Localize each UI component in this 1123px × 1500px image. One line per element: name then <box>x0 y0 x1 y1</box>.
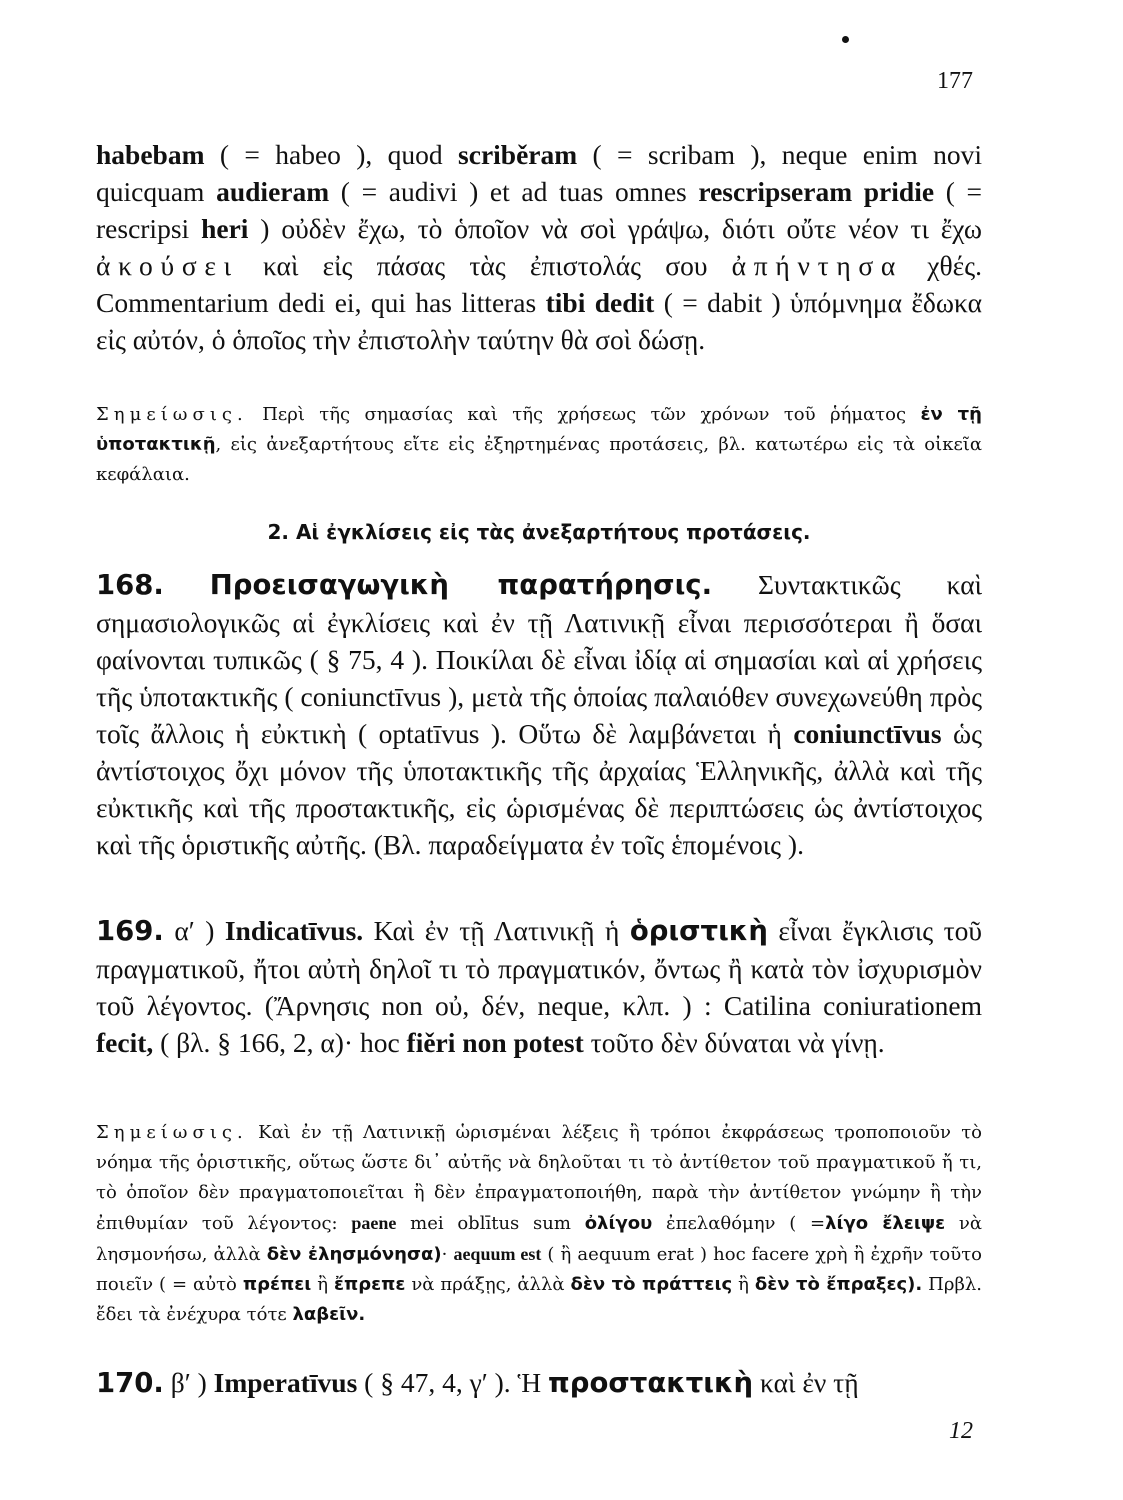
note-1: Σημείωσις. Περὶ τῆς σημασίας καὶ τῆς χρήσεως τῶν χρόνων τοῦ ῥήματος ἐν τῇ ὑποτακτικῇ, εἰς ἀνεξαρτήτους εἴτε εἰς ἐξηρτημένας προτάσεις, βλ. κατωτέρω εἰς τὰ οἰκεῖα κεφάλαια. <box>96 404 982 485</box>
section-169: 169. α′ ) Indicatīvus. Καὶ ἐν τῇ Λατινικῇ ἡ ὁριστικὴ εἶναι ἔγκλισις τοῦ πραγματικοῦ, ἤτοι αὐτὴ δηλοῖ τι τὸ πραγματικόν, ὄντως ἢ κατὰ τὸν ἰσχυρισμὸν τοῦ λέγοντος. (Ἄρνησις non οὐ, δέν, neque, κλπ. ) : Catilina coniurationem fecit, ( βλ. § 166, 2, α)· hoc fiěri non potest τοῦτο δὲν δύναται νὰ γίνῃ. <box>96 915 982 1058</box>
intro-paragraph: habebam ( = habeo ), quod scriběram ( = scribam ), neque enim novi quicquam audieram ( = audivi ) et ad tuas omnes rescripseram pridie ( = rescripsi heri ) οὐδὲν ἔχω, τὸ ὁποῖον νὰ σοὶ γράψω, διότι οὔτε νέον τι ἔχω ἀκούσει καὶ εἰς πάσας τὰς ἐπιστολάς σου ἀπήντησα χθές. Commentarium dedi ei, qui has litteras tibi dedit ( = dabit ) ὑπόμνημα ἔδωκα εἰς αὐτόν, ὁ ὁποῖος τὴν ἐπιστολὴν ταύτην θὰ σοὶ δώσῃ. <box>96 139 983 355</box>
spaced-word: ἀκούσει <box>96 250 239 281</box>
note-2: Σημείωσις. Καὶ ἐν τῇ Λατινικῇ ὡρισμέναι λέξεις ἢ τρόποι ἐκφράσεως τροποποιοῦν τὸ νόημα τῆς ὁριστικῆς, οὕτως ὥστε δι᾽ αὐτῆς νὰ δηλοῦται τι τὸ ἀντίθετον τοῦ πραγματικοῦ ἤ τι, τὸ ὁποῖον δὲν πραγματοποιεῖται ἢ δὲν ἐπραγματοποιήθη, παρὰ τὴν ἀντίθετον γνώμην ἢ τὴν ἐπιθυμίαν τοῦ λέγοντος: paene mei oblītus sum ὀλίγου ἐπελαθόμην ( =λίγο ἔλειψε νὰ λησμονήσω, ἀλλὰ δὲν ἐλησμόνησα)· aequum est ( ἢ aequum erat ) hoc facere χρὴ ἢ ἐχρῆν τοῦτο ποιεῖν ( = αὐτὸ πρέπει ἢ ἔπρεπε νὰ πράξῃς, ἀλλὰ δὲν τὸ πράττεις ἢ δὲν τὸ ἔπραξες). Πρβλ. ἔδει τὰ ἐνέχυρα τότε λαβεῖν. <box>96 1122 983 1325</box>
section-170: 170. β′ ) Imperatīvus ( § 47, 4, γ′ ). Ἡ προστακτικὴ καὶ ἐν τῇ <box>96 1367 859 1399</box>
bold-term: δὲν τὸ ἔπραξες). <box>754 1274 923 1295</box>
bold-term: λαβεῖν. <box>292 1304 366 1325</box>
latin-term: scriběram <box>458 139 578 170</box>
section-title: Προεισαγωγικὴ παρατήρησις. <box>209 569 713 601</box>
bold-term: ἔπρεπε <box>333 1274 406 1295</box>
latin-term: habebam <box>96 139 205 170</box>
bold-term: λίγο ἔλειψε <box>825 1213 946 1234</box>
latin-term: aequum est <box>453 1244 542 1264</box>
latin-term: paene <box>351 1213 397 1233</box>
note-label: Σημείωσις. <box>96 404 248 425</box>
signature-mark: 12 <box>949 1418 973 1444</box>
bold-term: ὁριστικὴ <box>629 915 768 947</box>
section-heading: 2. Αἱ ἐγκλίσεις εἰς τὰς ἀνεξαρτήτους προτάσεις. <box>267 520 811 544</box>
latin-term: audieram <box>216 176 330 207</box>
spaced-word: ἀπήντησα <box>731 250 904 281</box>
note-label: Σημείωσις. <box>96 1122 248 1143</box>
latin-term: fiěri non potest <box>406 1027 584 1058</box>
section-168: 168. Προεισαγωγικὴ παρατήρησις. Συντακτικῶς καὶ σημασιολογικῶς αἱ ἐγκλίσεις καὶ ἐν τῇ Λατινικῇ εἶναι περισσότεραι ἢ ὅσαι φαίνονται τυπικῶς ( § 75, 4 ). Ποικίλαι δὲ εἶναι ἰδίᾳ αἱ σημασίαι καὶ αἱ χρήσεις τῆς ὑποτακτικῆς ( coniunctīvus ), μετὰ τῆς ὁποίας παλαιόθεν συνεχωνεύθη πρὸς τοῖς ἄλλοις ἡ εὐκτικὴ ( optatīvus ). Οὕτω δὲ λαμβάνεται ἡ coniunctīvus ὡς ἀντίστοιχος ὄχι μόνον τῆς ὑποτακτικῆς τῆς ἀρχαίας Ἑλληνικῆς, ἀλλὰ καὶ τῆς εὐκτικῆς καὶ τῆς προστακτικῆς, εἰς ὡρισμένας δὲ περιπτώσεις ὡς ἀντίστοιχος καὶ τῆς ὁριστικῆς αὐτῆς. (Βλ. παραδείγματα ἐν τοῖς ἑπομένοις ). <box>96 569 982 860</box>
section-title: Imperatīvus <box>213 1367 358 1398</box>
section-number: 168. <box>96 569 164 601</box>
bold-term: προστακτικὴ <box>548 1367 754 1399</box>
section-number: 170. <box>96 1367 164 1399</box>
page-number: 177 <box>937 68 973 94</box>
bold-term: ἐν τῇ ὑποτακτικῇ <box>96 404 982 455</box>
latin-term: coniunctīvus <box>793 718 942 749</box>
section-title: Indicatīvus. <box>224 915 364 946</box>
bold-term: δὲν τὸ πράττεις <box>570 1274 733 1295</box>
bold-term: πρέπει <box>242 1274 312 1295</box>
latin-term: heri <box>201 213 249 244</box>
ink-dot <box>842 36 849 43</box>
bold-term: ὀλίγου <box>584 1213 653 1234</box>
bold-term: δὲν ἐλησμόνησα) <box>266 1244 442 1265</box>
latin-term: rescripseram pridie <box>698 176 935 207</box>
latin-term: fecit, <box>96 1027 154 1058</box>
latin-term: tibi dedit <box>545 287 655 318</box>
section-number: 169. <box>96 915 164 947</box>
